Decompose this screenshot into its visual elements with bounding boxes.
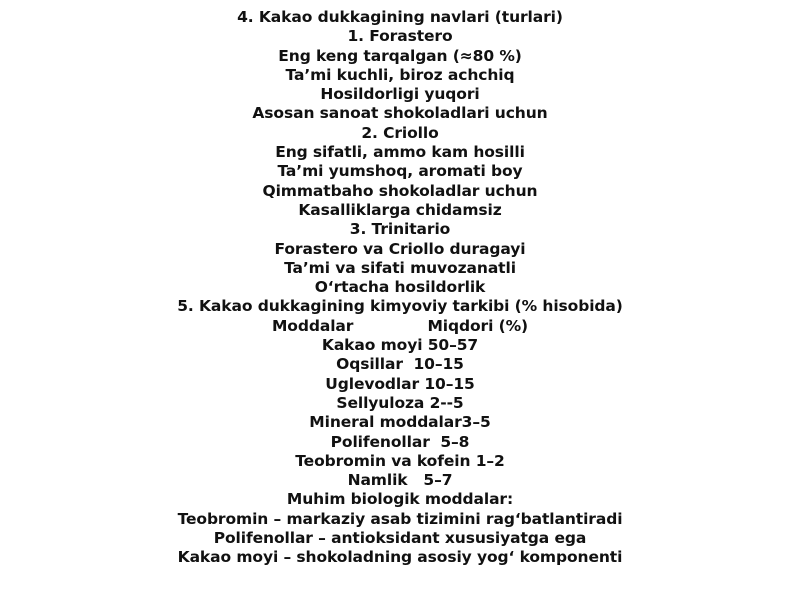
trinitario-detail-line: O‘rtacha hosildorlik [314, 278, 486, 297]
composition-row: Namlik 5–7 [347, 471, 453, 490]
composition-row: Polifenollar 5–8 [330, 432, 470, 451]
criollo-detail-line: Ta’mi yumshoq, aromati boy [277, 162, 523, 181]
biological-substance-line: Polifenollar – antioksidant xususiyatga ega [213, 529, 587, 548]
document-body [0, 8, 800, 568]
biological-substances-heading: Muhim biologik moddalar: [286, 490, 514, 509]
forastero-detail-line: Hosildorligi yuqori [320, 85, 480, 104]
biological-substance-line: Teobromin – markaziy asab tizimini rag‘batlantiradi [177, 509, 623, 528]
section-5-heading: 5. Kakao dukkagining kimyoviy tarkibi (% hisobida) [177, 297, 623, 316]
biological-substance-line: Kakao moyi – shokoladning asosiy yog‘ komponenti [177, 548, 623, 567]
forastero-detail-line: Asosan sanoat shokoladlari uchun [252, 104, 548, 123]
variety-trinitario-title: 3. Trinitario [349, 220, 451, 239]
composition-row: Uglevodlar 10–15 [325, 374, 475, 393]
composition-row: Kakao moyi 50–57 [321, 336, 479, 355]
trinitario-detail-line: Forastero va Criollo duragayi [274, 239, 526, 258]
trinitario-detail-line: Ta’mi va sifati muvozanatli [284, 258, 516, 277]
criollo-detail-line: Eng sifatli, ammo kam hosilli [275, 143, 525, 162]
criollo-detail-line: Qimmatbaho shokoladlar uchun [262, 181, 538, 200]
forastero-detail-line: Ta’mi kuchli, biroz achchiq [285, 65, 515, 84]
variety-criollo-title: 2. Criollo [361, 123, 439, 142]
composition-row: Oqsillar 10–15 [336, 355, 464, 374]
forastero-detail-line: Eng keng tarqalgan (≈80 %) [278, 46, 522, 65]
composition-row: Teobromin va kofein 1–2 [295, 451, 505, 470]
section-4-heading: 4. Kakao dukkagining navlari (turlari) [237, 8, 563, 26]
composition-row: Sellyuloza 2--5 [336, 393, 464, 412]
composition-row: Mineral moddalar3–5 [309, 413, 491, 432]
composition-table-header: Moddalar Miqdori (%) [271, 316, 528, 335]
criollo-detail-line: Kasalliklarga chidamsiz [298, 200, 502, 219]
variety-forastero-title: 1. Forastero [347, 27, 453, 46]
